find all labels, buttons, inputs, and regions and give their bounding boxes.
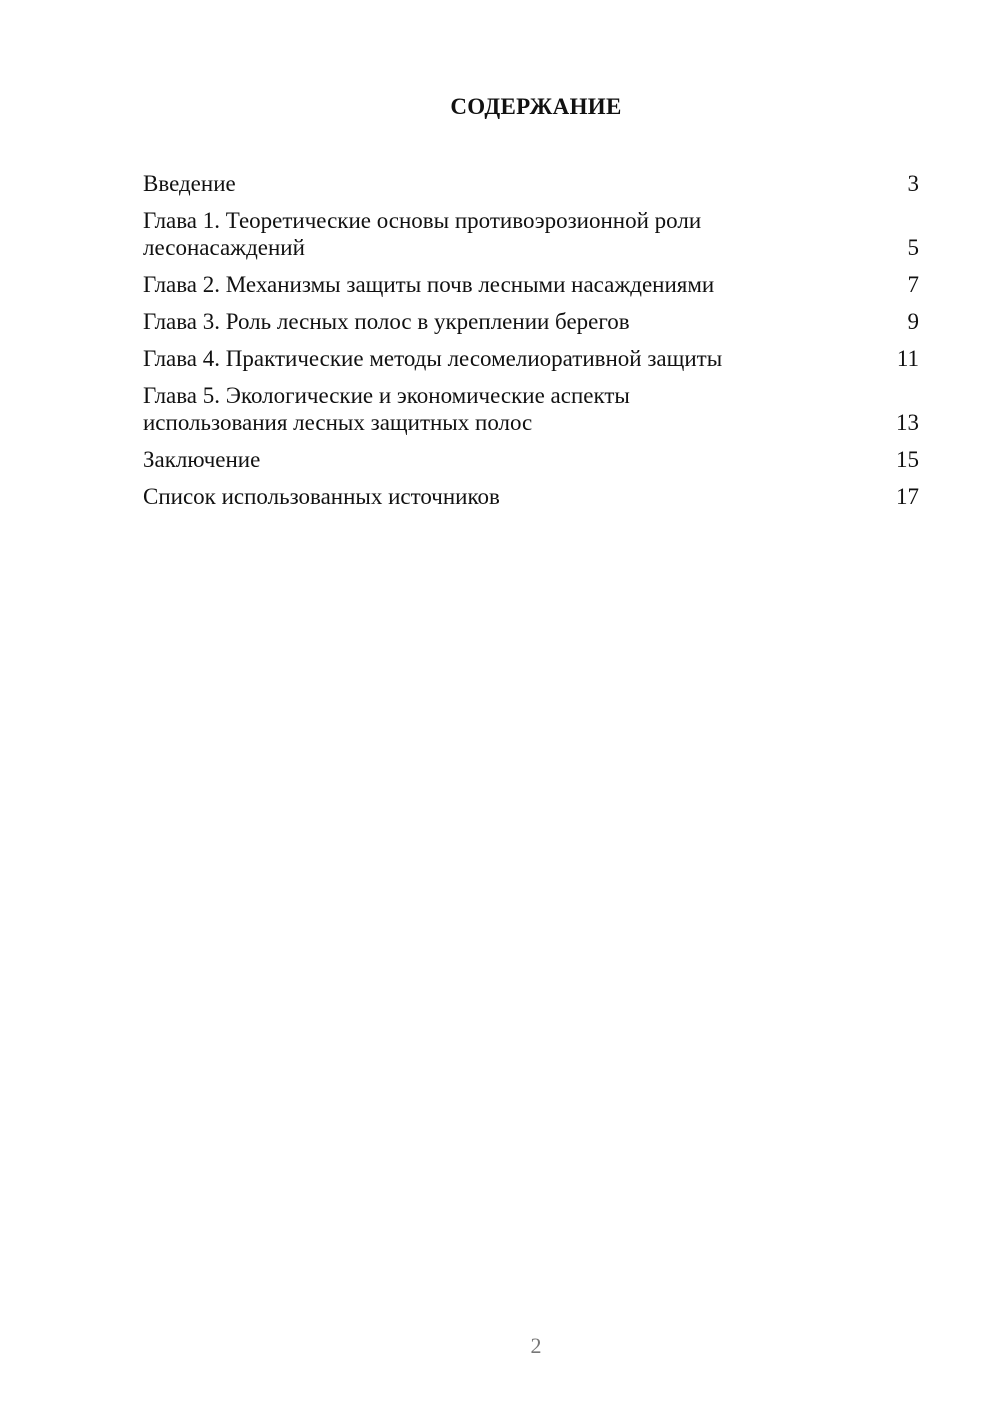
toc-entry-chapter-3 — [143, 308, 919, 335]
toc-entry-line: Глава 3. Роль лесных полос в укреплении берегов — [143, 309, 630, 334]
toc-entry-line: лесонасаждений — [143, 235, 305, 260]
toc-entry-chapter-1 — [143, 207, 919, 261]
toc-entry-line: Заключение — [143, 447, 261, 472]
page-number: 2 — [530, 1333, 542, 1358]
table-of-contents — [143, 170, 919, 520]
toc-entry-line: Глава 2. Механизмы защиты почв лесными насаждениями — [143, 272, 715, 297]
toc-entry-line: Глава 5. Экологические и экономические аспекты — [143, 383, 630, 408]
toc-entry-introduction — [143, 170, 919, 197]
toc-entry-line: Глава 4. Практические методы лесомелиоративной защиты — [143, 346, 723, 371]
toc-page-number: 7 — [907, 272, 919, 297]
toc-page-number: 5 — [907, 235, 919, 260]
toc-page-number: 17 — [896, 484, 919, 509]
toc-entry-line: Глава 1. Теоретические основы противоэрозионной роли — [143, 208, 702, 233]
toc-page-number: 3 — [907, 171, 919, 196]
toc-page-number: 11 — [896, 346, 919, 371]
toc-entry-text — [143, 345, 722, 372]
toc-entry-line: Введение — [143, 171, 236, 196]
toc-entry-line: Список использованных источников — [143, 484, 500, 509]
toc-entry-references — [143, 483, 919, 510]
toc-entry-text — [143, 446, 260, 473]
toc-entry-text — [143, 483, 500, 510]
toc-entry-chapter-2 — [143, 271, 919, 298]
toc-entry-chapter-4 — [143, 345, 919, 372]
toc-entry-text — [143, 207, 701, 261]
toc-entry-conclusion — [143, 446, 919, 473]
toc-page-number: 13 — [896, 410, 919, 435]
toc-page-number: 9 — [907, 309, 919, 334]
toc-entry-text — [143, 382, 630, 436]
toc-page-number: 15 — [896, 447, 919, 472]
toc-entry-line: использования лесных защитных полос — [143, 410, 533, 435]
page-title: СОДЕРЖАНИЕ — [450, 94, 622, 119]
toc-entry-text — [143, 308, 630, 335]
toc-entry-text — [143, 170, 236, 197]
toc-entry-text — [143, 271, 714, 298]
toc-entry-chapter-5 — [143, 382, 919, 436]
